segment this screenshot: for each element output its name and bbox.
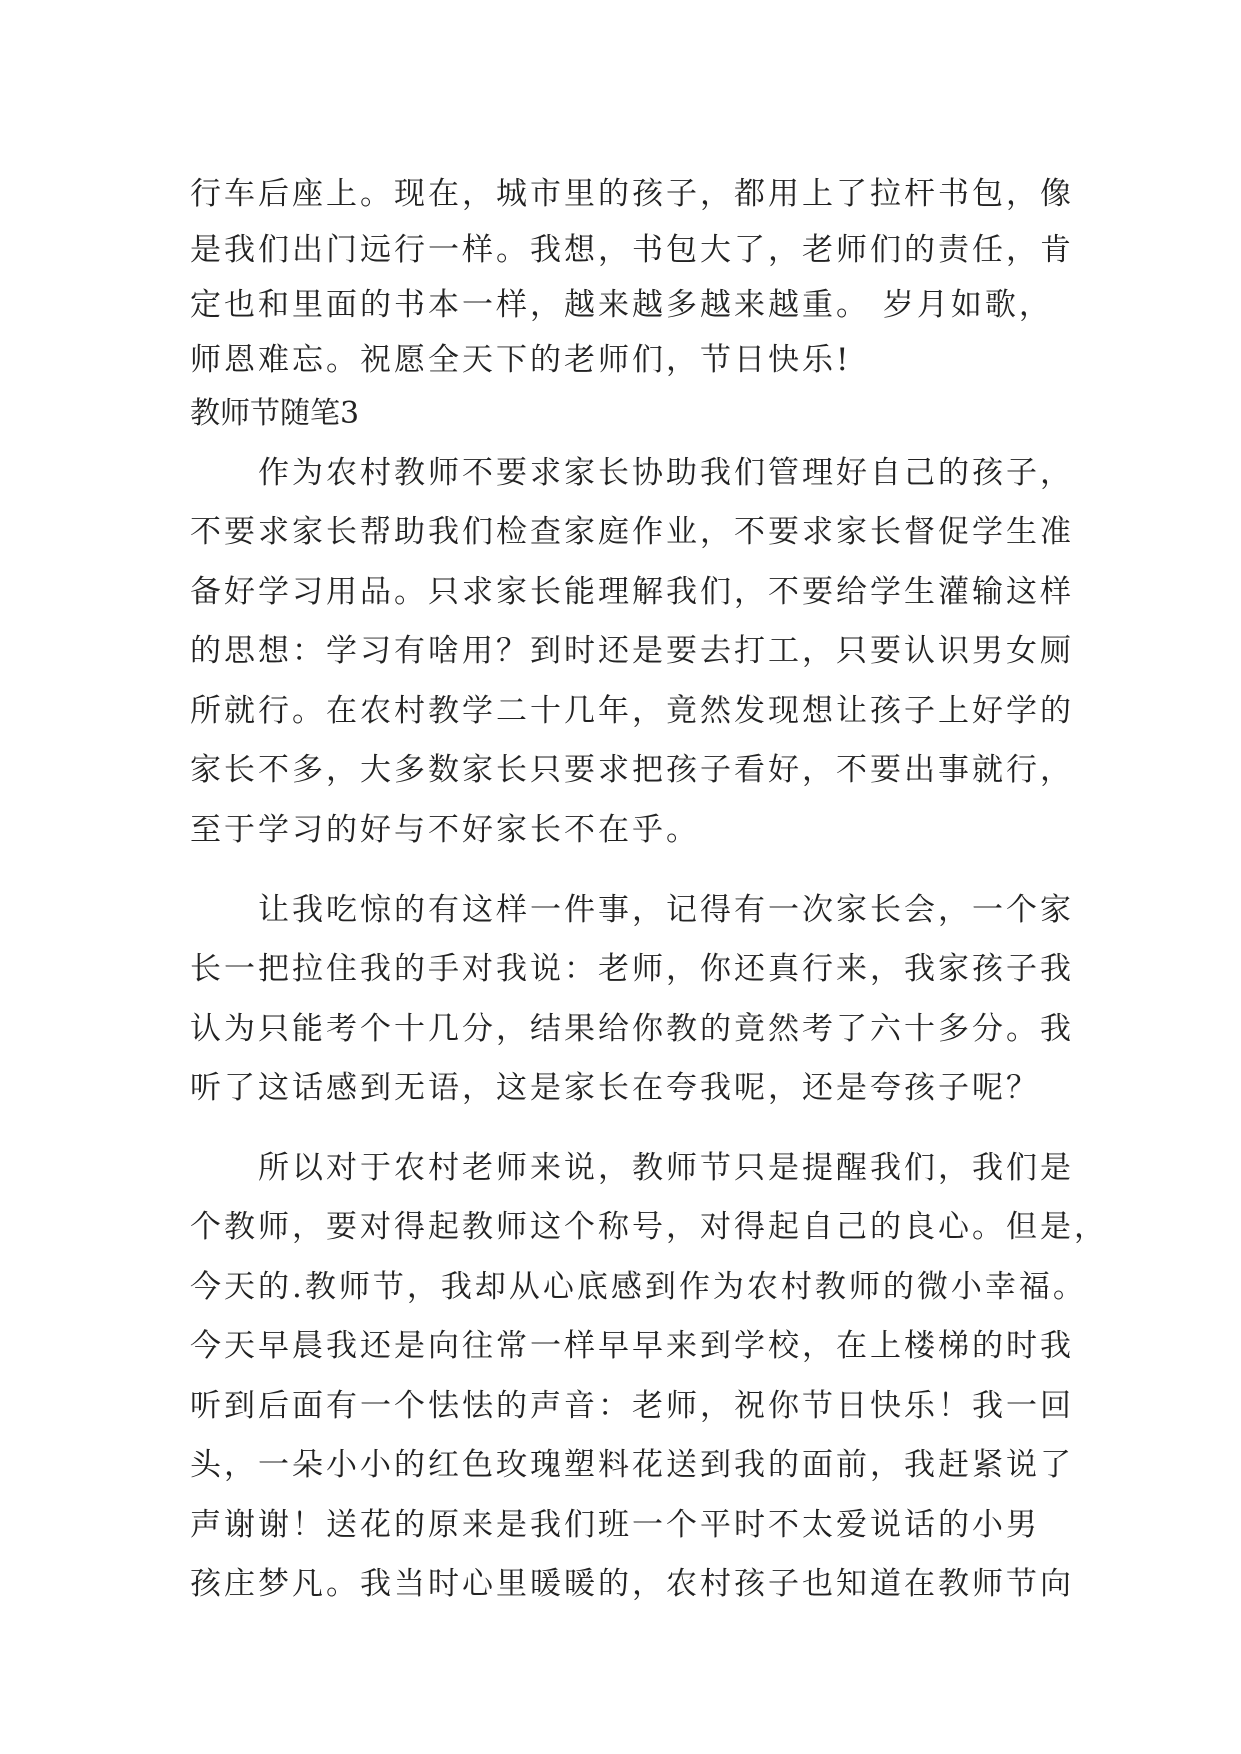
text-line: 让我吃惊的有这样一件事，记得有一次家长会，一个家 [190,892,1074,928]
text-line: 声谢谢！送花的原来是我们班一个平时不太爱说话的小男 [190,1507,1040,1543]
text-line: 备好学习用品。只求家长能理解我们，不要给学生灌输这样 [190,574,1074,610]
section-heading: 教师节随笔3 [190,396,360,431]
text-line: 是我们出门远行一样。我想，书包大了，老师们的责任，肯 [190,232,1074,268]
text-line: 今天早晨我还是向往常一样早早来到学校，在上楼梯的时我 [190,1328,1074,1364]
text-line: 听了这话感到无语，这是家长在夸我呢，还是夸孩子呢？ [190,1070,1040,1106]
text-line: 长一把拉住我的手对我说：老师，你还真行来，我家孩子我 [190,951,1074,987]
text-line: 所就行。在农村教学二十几年，竟然发现想让孩子上好学的 [190,693,1074,729]
text-line: 定也和里面的书本一样，越来越多越来越重。 岁月如歌， [190,287,1053,323]
text-line: 至于学习的好与不好家长不在乎。 [190,812,700,848]
text-line: 今天的.教师节，我却从心底感到作为农村教师的微小幸福。 [190,1269,1087,1305]
text-line: 孩庄梦凡。我当时心里暖暖的，农村孩子也知道在教师节向 [190,1566,1074,1602]
text-line: 师恩难忘。祝愿全天下的老师们，节日快乐! [190,342,852,378]
text-line: 所以对于农村老师来说，教师节只是提醒我们，我们是 [190,1150,1074,1186]
text-line: 认为只能考个十几分，结果给你教的竟然考了六十多分。我 [190,1011,1074,1047]
text-line: 个教师，要对得起教师这个称号，对得起自己的良心。但是， [190,1209,1108,1245]
text-line: 行车后座上。现在，城市里的孩子，都用上了拉杆书包，像 [190,176,1074,212]
text-line: 家长不多，大多数家长只要求把孩子看好，不要出事就行， [190,752,1074,788]
text-line: 头，一朵小小的红色玫瑰塑料花送到我的面前，我赶紧说了 [190,1447,1074,1483]
text-line: 的思想：学习有啥用？到时还是要去打工，只要认识男女厕 [190,633,1074,669]
text-line: 听到后面有一个怯怯的声音：老师，祝你节日快乐！我一回 [190,1388,1074,1424]
text-line: 作为农村教师不要求家长协助我们管理好自己的孩子， [190,455,1074,491]
text-line: 不要求家长帮助我们检查家庭作业，不要求家长督促学生准 [190,514,1074,550]
